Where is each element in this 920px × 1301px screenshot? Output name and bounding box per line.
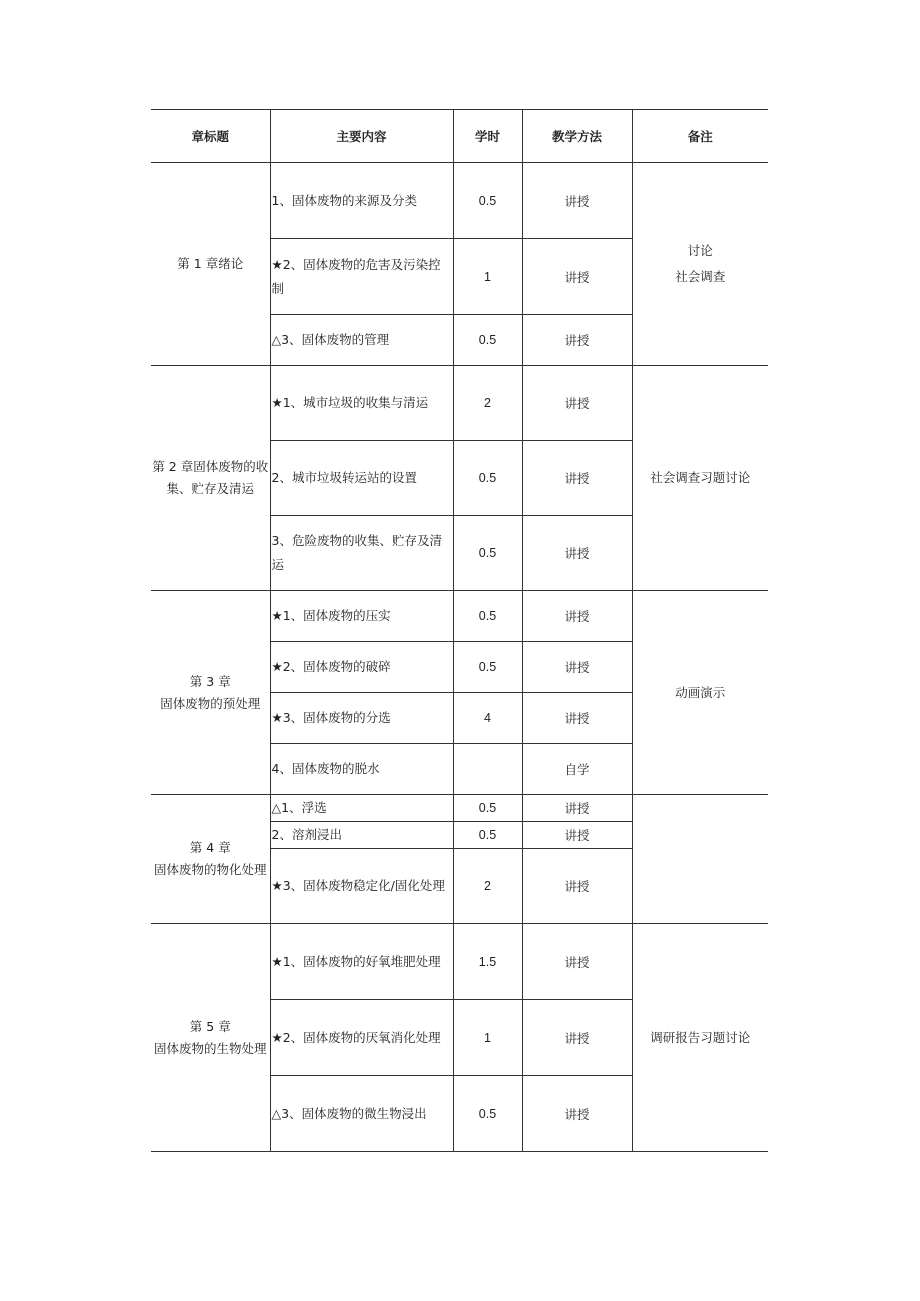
hours-cell: 2 xyxy=(453,366,522,441)
method-cell: 自学 xyxy=(522,744,632,795)
chapter-title-line: 第 4 章 xyxy=(189,840,231,855)
chapter-title xyxy=(151,795,270,924)
hours-cell: 0.5 xyxy=(453,1076,522,1152)
method-cell: 讲授 xyxy=(522,1076,632,1152)
hours-cell: 0.5 xyxy=(453,441,522,516)
hours-cell: 0.5 xyxy=(453,163,522,239)
topic-cell: △3、固体废物的管理 xyxy=(270,315,453,366)
remark-line: 社会调查习题讨论 xyxy=(650,470,751,485)
method-cell: 讲授 xyxy=(522,163,632,239)
method-cell: 讲授 xyxy=(522,239,632,315)
header-row xyxy=(151,110,768,163)
remark-cell xyxy=(632,366,768,591)
topic-cell: ★1、固体废物的好氧堆肥处理 xyxy=(270,924,453,1000)
chapter-title-line: 第 3 章 xyxy=(189,673,231,689)
table-row xyxy=(151,924,768,1000)
remark-line: 调研报告习题讨论 xyxy=(650,1029,751,1045)
topic-cell: ★2、固体废物的厌氧消化处理 xyxy=(270,1000,453,1076)
method-cell: 讲授 xyxy=(522,315,632,366)
chapter-title xyxy=(151,366,270,591)
hours-cell: 0.5 xyxy=(453,642,522,693)
topic-cell: ★2、固体废物的破碎 xyxy=(270,642,453,693)
remark-cell xyxy=(632,163,768,366)
method-cell: 讲授 xyxy=(522,441,632,516)
hours-cell: 0.5 xyxy=(453,516,522,591)
method-cell: 讲授 xyxy=(522,591,632,642)
method-cell: 讲授 xyxy=(522,924,632,1000)
header-content: 主要内容 xyxy=(270,110,453,163)
topic-cell: 2、溶剂浸出 xyxy=(270,822,453,849)
hours-cell: 1 xyxy=(453,239,522,315)
topic-cell: 3、危险废物的收集、贮存及清运 xyxy=(270,516,453,591)
chapter-title xyxy=(151,163,270,366)
method-cell: 讲授 xyxy=(522,516,632,591)
topic-cell: 2、城市垃圾转运站的设置 xyxy=(270,441,453,516)
chapter-title-line: 固体废物的生物处理 xyxy=(153,1040,267,1056)
hours-cell: 2 xyxy=(453,849,522,924)
topic-cell: ★3、固体废物的分选 xyxy=(270,693,453,744)
chapter-title-line: 集、贮存及清运 xyxy=(166,481,254,496)
hours-cell: 0.5 xyxy=(453,822,522,849)
method-cell: 讲授 xyxy=(522,642,632,693)
table-row xyxy=(151,795,768,822)
topic-cell: 4、固体废物的脱水 xyxy=(270,744,453,795)
header-method: 教学方法 xyxy=(522,110,632,163)
chapter-title-line: 第 2 章固体废物的收 xyxy=(152,459,269,474)
hours-cell: 0.5 xyxy=(453,315,522,366)
header-chapter: 章标题 xyxy=(151,110,270,163)
hours-cell: 0.5 xyxy=(453,795,522,822)
method-cell: 讲授 xyxy=(522,1000,632,1076)
topic-cell: △1、浮选 xyxy=(270,795,453,822)
method-cell: 讲授 xyxy=(522,366,632,441)
chapter-title-line: 第 1 章绪论 xyxy=(177,256,244,271)
remark-line: 动画演示 xyxy=(675,684,726,700)
remark-line: 讨论 xyxy=(687,243,713,258)
header-remark: 备注 xyxy=(632,110,768,163)
topic-cell: ★1、城市垃圾的收集与清运 xyxy=(270,366,453,441)
method-cell: 讲授 xyxy=(522,693,632,744)
syllabus-table xyxy=(151,109,768,1152)
chapter-title xyxy=(151,591,270,795)
hours-cell: 4 xyxy=(453,693,522,744)
chapter-title xyxy=(151,924,270,1152)
method-cell: 讲授 xyxy=(522,795,632,822)
remark-cell xyxy=(632,924,768,1152)
topic-cell: ★1、固体废物的压实 xyxy=(270,591,453,642)
table-row xyxy=(151,366,768,441)
topic-cell: △3、固体废物的微生物浸出 xyxy=(270,1076,453,1152)
topic-cell: ★2、固体废物的危害及污染控制 xyxy=(270,239,453,315)
chapter-title-line: 固体废物的物化处理 xyxy=(153,862,267,877)
hours-cell: 1.5 xyxy=(453,924,522,1000)
hours-cell: 0.5 xyxy=(453,591,522,642)
header-hours: 学时 xyxy=(453,110,522,163)
remark-cell xyxy=(632,591,768,795)
topic-cell: ★3、固体废物稳定化/固化处理 xyxy=(270,849,453,924)
table-row xyxy=(151,591,768,642)
topic-cell: 1、固体废物的来源及分类 xyxy=(270,163,453,239)
chapter-title-line: 固体废物的预处理 xyxy=(160,695,261,711)
hours-cell xyxy=(453,744,522,795)
remark-cell xyxy=(632,795,768,924)
method-cell: 讲授 xyxy=(522,849,632,924)
table-row xyxy=(151,163,768,239)
hours-cell: 1 xyxy=(453,1000,522,1076)
method-cell: 讲授 xyxy=(522,822,632,849)
chapter-title-line: 第 5 章 xyxy=(189,1018,231,1034)
remark-line: 社会调查 xyxy=(675,269,726,284)
